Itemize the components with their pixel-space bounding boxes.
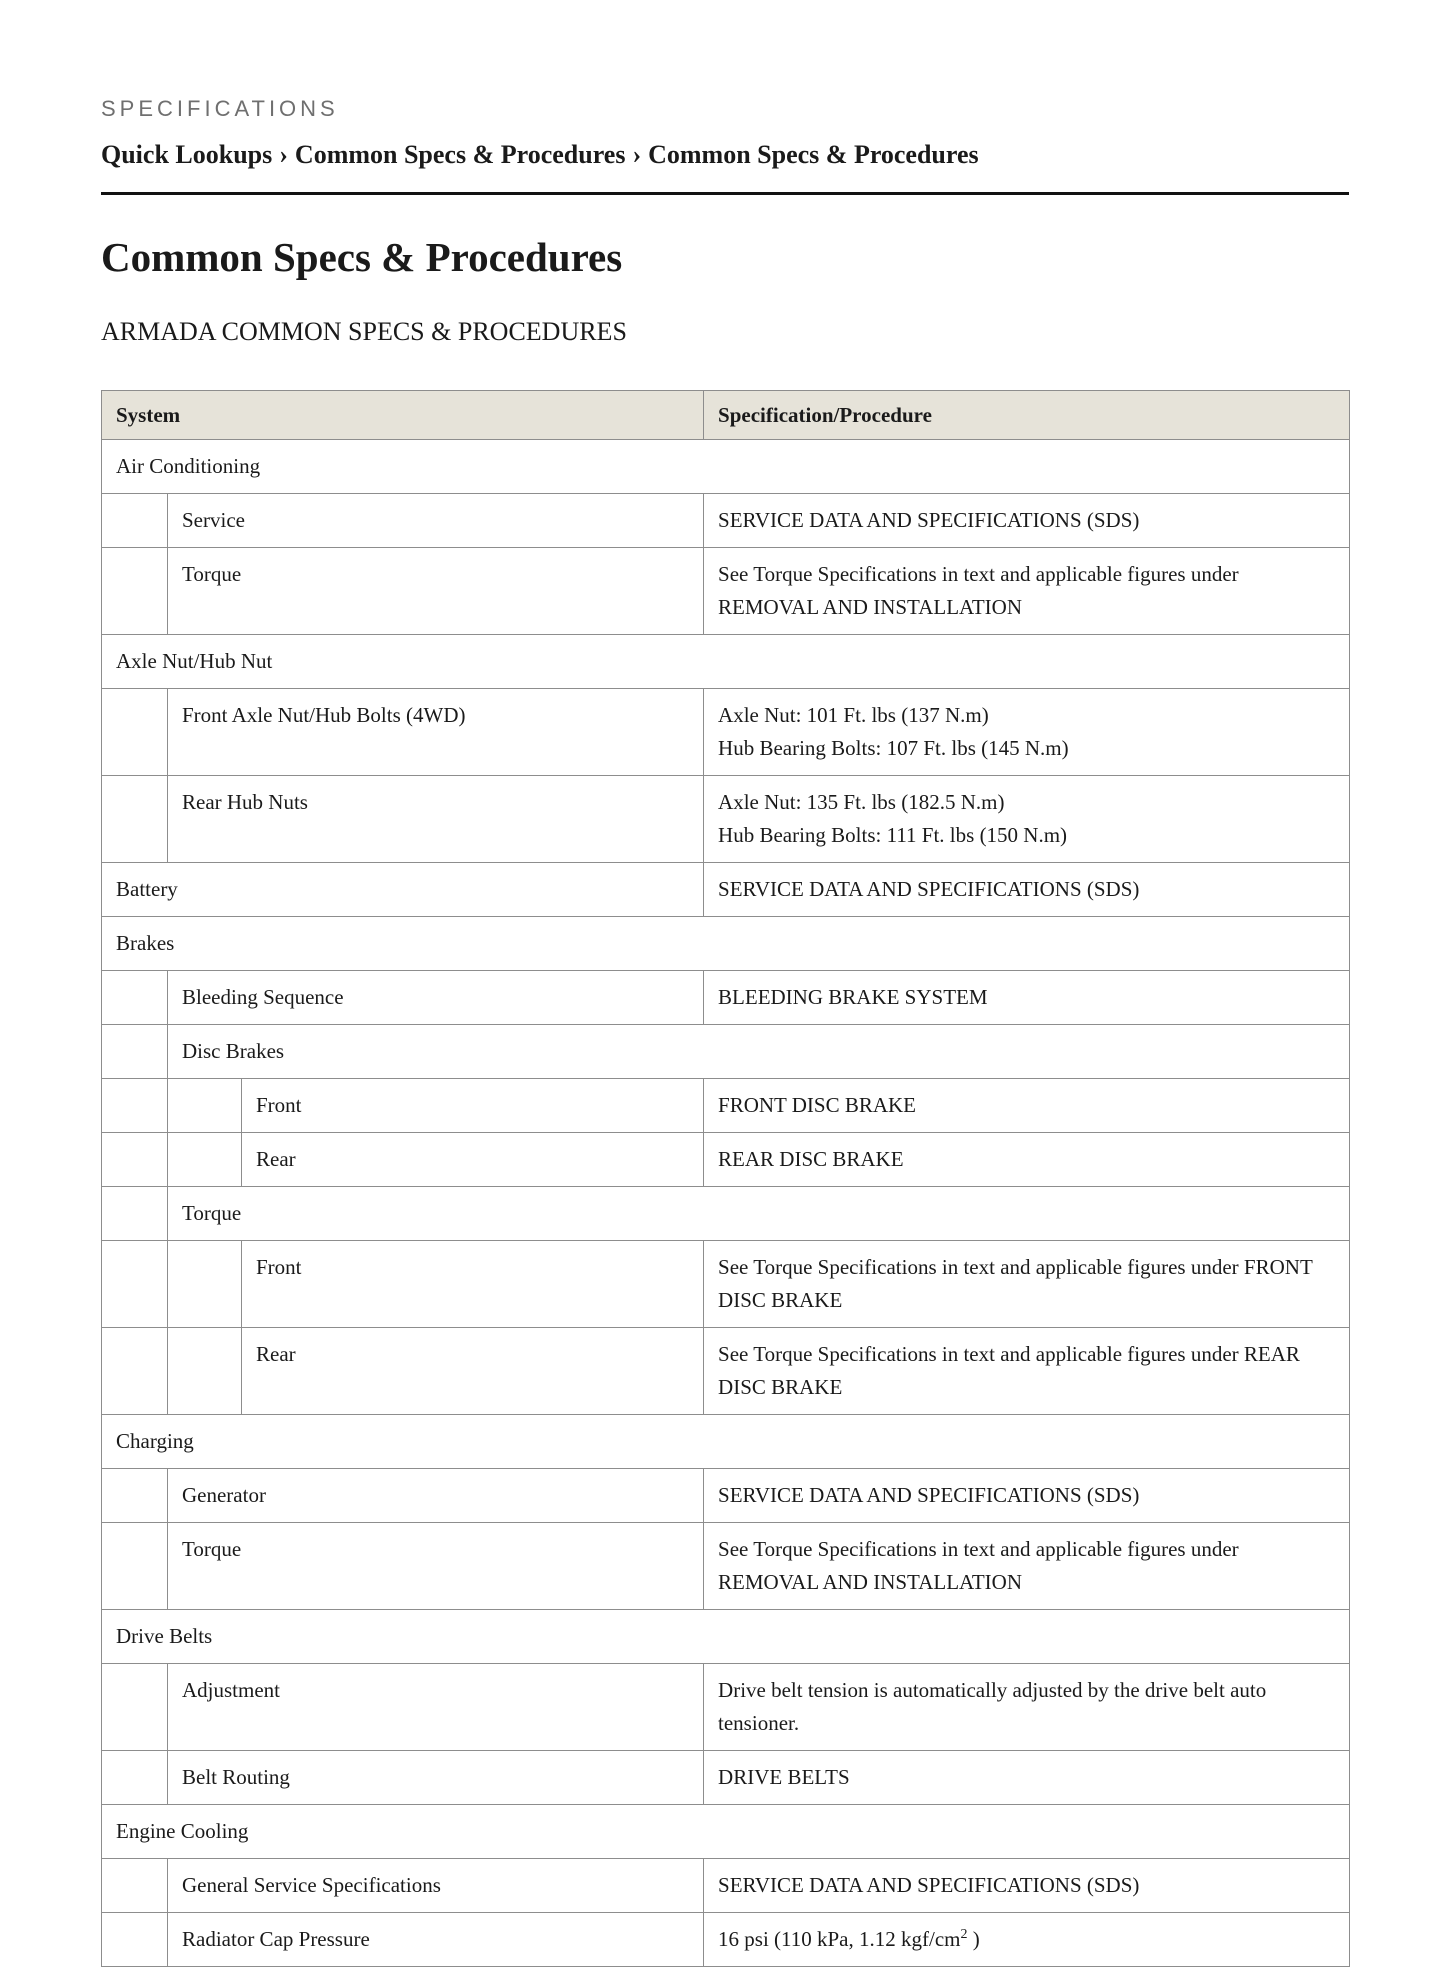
spec-cell [704, 1523, 1350, 1610]
table-group-row [102, 1415, 1350, 1469]
spec-cell [704, 494, 1350, 548]
spec-text: SERVICE DATA AND SPECIFICATIONS (SDS) [718, 1483, 1140, 1507]
spec-cell [704, 1664, 1350, 1751]
indent-cell [102, 971, 168, 1025]
spec-cell [704, 863, 1350, 917]
indent-cell [168, 1133, 242, 1187]
table-row [102, 1241, 1350, 1328]
breadcrumb [101, 138, 1349, 172]
spec-text: FRONT DISC BRAKE [718, 1093, 917, 1117]
breadcrumb-separator: › [279, 140, 288, 169]
indent-cell [102, 1025, 168, 1079]
document-page [101, 95, 1349, 1967]
system-cell: Torque [168, 548, 704, 635]
spec-text: Hub Bearing Bolts: 111 Ft. lbs (150 N.m) [718, 823, 1068, 847]
spec-cell [704, 1751, 1350, 1805]
table-row [102, 1469, 1350, 1523]
system-cell: Adjustment [168, 1664, 704, 1751]
system-cell: Service [168, 494, 704, 548]
system-cell: Front [242, 1241, 704, 1328]
indent-cell [168, 1079, 242, 1133]
system-cell: Battery [102, 863, 704, 917]
system-cell: Air Conditioning [102, 440, 1350, 494]
spec-cell [704, 689, 1350, 776]
table-row [102, 1751, 1350, 1805]
spec-cell [704, 1469, 1350, 1523]
indent-cell [102, 1133, 168, 1187]
table-row [102, 1859, 1350, 1913]
indent-cell [102, 689, 168, 776]
system-cell: Front [242, 1079, 704, 1133]
header-divider [101, 192, 1349, 195]
indent-cell [102, 1859, 168, 1913]
table-row [102, 1664, 1350, 1751]
page-subtitle: ARMADA COMMON SPECS & PROCEDURES [101, 317, 627, 346]
table-body [102, 440, 1350, 1967]
system-cell: Generator [168, 1469, 704, 1523]
system-cell: Rear [242, 1328, 704, 1415]
page-title: Common Specs & Procedures [101, 234, 623, 280]
spec-text: SERVICE DATA AND SPECIFICATIONS (SDS) [718, 877, 1140, 901]
indent-cell [102, 548, 168, 635]
spec-cell [704, 1079, 1350, 1133]
indent-cell [102, 1913, 168, 1967]
indent-cell [102, 1664, 168, 1751]
spec-text-suffix: ) [967, 1927, 980, 1951]
column-header-spec: Specification/Procedure [704, 391, 1350, 440]
spec-text: Axle Nut: 101 Ft. lbs (137 N.m) [718, 703, 989, 727]
section-eyebrow: SPECIFICATIONS [101, 96, 339, 121]
system-cell: Brakes [102, 917, 1350, 971]
spec-text: See Torque Specifications in text and applicable figures under REMOVAL AND INSTALLATION [718, 562, 1239, 619]
system-cell: Drive Belts [102, 1610, 1350, 1664]
spec-cell [704, 971, 1350, 1025]
table-row [102, 1025, 1350, 1079]
indent-cell [168, 1241, 242, 1328]
indent-cell [102, 1187, 168, 1241]
indent-cell [102, 1523, 168, 1610]
system-cell: Rear [242, 1133, 704, 1187]
indent-cell [102, 1469, 168, 1523]
spec-cell [704, 548, 1350, 635]
table-row [102, 776, 1350, 863]
indent-cell [168, 1328, 242, 1415]
table-row [102, 1913, 1350, 1967]
spec-text: BLEEDING BRAKE SYSTEM [718, 985, 988, 1009]
spec-text: See Torque Specifications in text and applicable figures under REAR DISC BRAKE [718, 1342, 1300, 1399]
spec-cell [704, 1859, 1350, 1913]
table-group-row [102, 1805, 1350, 1859]
table-row [102, 1187, 1350, 1241]
system-cell: Axle Nut/Hub Nut [102, 635, 1350, 689]
spec-text: Drive belt tension is automatically adjusted by the drive belt auto tensioner. [718, 1678, 1267, 1735]
indent-cell [102, 776, 168, 863]
system-cell: Front Axle Nut/Hub Bolts (4WD) [168, 689, 704, 776]
table-header-row [102, 391, 1350, 440]
spec-cell [704, 1133, 1350, 1187]
spec-text: SERVICE DATA AND SPECIFICATIONS (SDS) [718, 1873, 1140, 1897]
column-header-system: System [102, 391, 704, 440]
table-row [102, 689, 1350, 776]
spec-text: See Torque Specifications in text and applicable figures under REMOVAL AND INSTALLATION [718, 1537, 1239, 1594]
spec-cell [704, 1913, 1350, 1967]
spec-text: DRIVE BELTS [718, 1765, 850, 1789]
table-group-row [102, 635, 1350, 689]
table-group-row [102, 440, 1350, 494]
table-group-row [102, 1610, 1350, 1664]
spec-cell [704, 1328, 1350, 1415]
indent-cell [102, 1241, 168, 1328]
spec-text: REAR DISC BRAKE [718, 1147, 904, 1171]
spec-cell [704, 1241, 1350, 1328]
spec-text: See Torque Specifications in text and applicable figures under FRONT DISC BRAKE [718, 1255, 1313, 1312]
table-row [102, 1523, 1350, 1610]
system-cell: Radiator Cap Pressure [168, 1913, 704, 1967]
spec-superscript: 2 [960, 1927, 968, 1942]
breadcrumb-item-quick-lookups[interactable]: Quick Lookups [101, 140, 273, 169]
indent-cell [102, 494, 168, 548]
indent-cell [102, 1079, 168, 1133]
breadcrumb-separator: › [632, 140, 642, 169]
system-cell: Charging [102, 1415, 1350, 1469]
table-row [102, 1328, 1350, 1415]
system-cell: Engine Cooling [102, 1805, 1350, 1859]
system-cell: Torque [168, 1187, 1350, 1241]
system-cell: Belt Routing [168, 1751, 704, 1805]
breadcrumb-item-common-specs[interactable]: Common Specs & Procedures [294, 140, 626, 169]
table-group-row [102, 917, 1350, 971]
table-row [102, 971, 1350, 1025]
spec-text: SERVICE DATA AND SPECIFICATIONS (SDS) [718, 508, 1140, 532]
table-row [102, 1079, 1350, 1133]
system-cell: Bleeding Sequence [168, 971, 704, 1025]
table-row [102, 1133, 1350, 1187]
spec-text: Axle Nut: 135 Ft. lbs (182.5 N.m) [718, 790, 1005, 814]
spec-text: 16 psi (110 kPa, 1.12 kgf/cm [718, 1927, 961, 1951]
indent-cell [102, 1751, 168, 1805]
system-cell: Disc Brakes [168, 1025, 1350, 1079]
spec-text: Hub Bearing Bolts: 107 Ft. lbs (145 N.m) [718, 736, 1069, 760]
breadcrumb-item-current: Common Specs & Procedures [648, 140, 979, 169]
spec-cell [704, 776, 1350, 863]
system-cell: Rear Hub Nuts [168, 776, 704, 863]
specs-table [101, 390, 1350, 1967]
table-row [102, 494, 1350, 548]
indent-cell [102, 1328, 168, 1415]
system-cell: Torque [168, 1523, 704, 1610]
table-row [102, 548, 1350, 635]
system-cell: General Service Specifications [168, 1859, 704, 1913]
table-row [102, 863, 1350, 917]
